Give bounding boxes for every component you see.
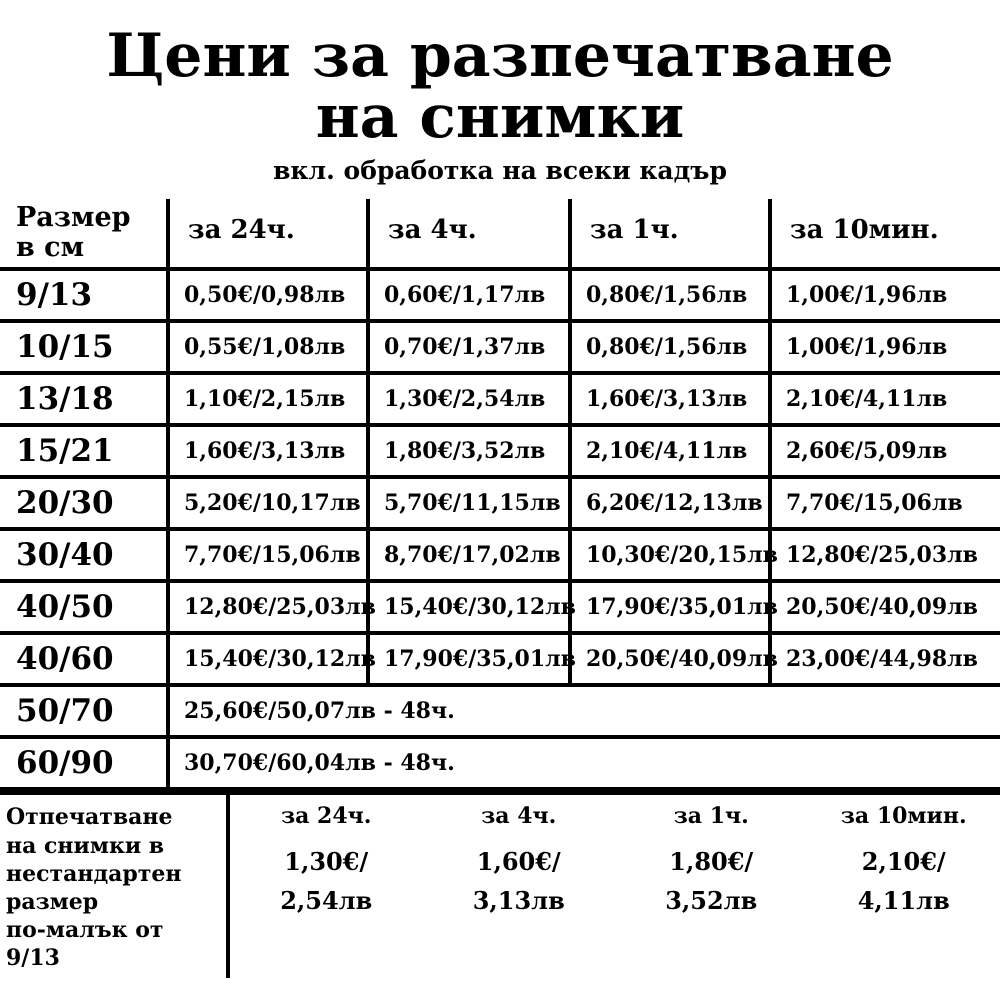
- price-30-40-4h: 8,70€/17,02лв: [368, 529, 570, 581]
- price-40-60-10min: 23,00€/44,98лв: [770, 633, 1000, 685]
- nonstandard-label-line-3: нестандартен: [6, 860, 182, 887]
- table-row: [0, 269, 1000, 321]
- nonstandard-col-10min: [808, 795, 1000, 978]
- nonstandard-columns: [230, 795, 1000, 978]
- nonstandard-label: [0, 795, 230, 978]
- table-row: [0, 477, 1000, 529]
- price-40-50-10min: 20,50€/40,09лв: [770, 581, 1000, 633]
- row-size-50-70: 50/70: [0, 685, 168, 737]
- row-size-40-60: 40/60: [0, 633, 168, 685]
- nonstandard-col-4h-value-eur: 1,60€/: [476, 847, 561, 877]
- price-9-13-4h: 0,60€/1,17лв: [368, 269, 570, 321]
- nonstandard-label-line-1: Отпечатване: [6, 804, 173, 831]
- row-size-10-15: 10/15: [0, 321, 168, 373]
- price-20-30-24h: 5,20€/10,17лв: [168, 477, 368, 529]
- header-col-24h: за 24ч.: [168, 199, 368, 269]
- table-row: [0, 373, 1000, 425]
- nonstandard-col-4h-header: за 4ч.: [481, 803, 557, 830]
- table-row: [0, 425, 1000, 477]
- table-header-row: [0, 199, 1000, 269]
- price-10-15-1h: 0,80€/1,56лв: [570, 321, 770, 373]
- header-col-10min: за 10мин.: [770, 199, 1000, 269]
- price-20-30-4h: 5,70€/11,15лв: [368, 477, 570, 529]
- header-size-line-2: в см: [16, 232, 85, 264]
- header-size-cell: [0, 199, 168, 269]
- nonstandard-col-10min-header: за 10мин.: [840, 803, 967, 830]
- table-row: [0, 581, 1000, 633]
- header-size-line-1: Размер: [16, 202, 131, 234]
- row-size-15-21: 15/21: [0, 425, 168, 477]
- price-30-40-24h: 7,70€/15,06лв: [168, 529, 368, 581]
- title-block: [0, 0, 1000, 185]
- nonstandard-col-1h-value-bgn: 3,52лв: [665, 886, 758, 916]
- price-9-13-10min: 1,00€/1,96лв: [770, 269, 1000, 321]
- header-col-4h: за 4ч.: [368, 199, 570, 269]
- price-9-13-1h: 0,80€/1,56лв: [570, 269, 770, 321]
- nonstandard-col-24h-header: за 24ч.: [281, 803, 372, 830]
- nonstandard-size-block: [0, 791, 1000, 978]
- nonstandard-col-10min-value-eur: 2,10€/: [861, 847, 946, 877]
- price-50-70-48h: 25,60€/50,07лв - 48ч.: [168, 685, 1000, 737]
- nonstandard-col-24h: [230, 795, 423, 978]
- nonstandard-col-4h-value-bgn: 3,13лв: [472, 886, 565, 916]
- price-13-18-24h: 1,10€/2,15лв: [168, 373, 368, 425]
- page-title-line-2: на снимки: [315, 82, 685, 153]
- nonstandard-col-1h-header: за 1ч.: [673, 803, 749, 830]
- page-subtitle: вкл. обработка на всеки кадър: [273, 156, 727, 186]
- price-table: [0, 199, 1000, 791]
- table-row: [0, 321, 1000, 373]
- row-size-13-18: 13/18: [0, 373, 168, 425]
- price-9-13-24h: 0,50€/0,98лв: [168, 269, 368, 321]
- header-col-1h: за 1ч.: [570, 199, 770, 269]
- price-40-50-1h: 17,90€/35,01лв: [570, 581, 770, 633]
- price-40-50-24h: 12,80€/25,03лв: [168, 581, 368, 633]
- price-15-21-1h: 2,10€/4,11лв: [570, 425, 770, 477]
- nonstandard-col-10min-value-bgn: 4,11лв: [857, 886, 950, 916]
- page-title-line-1: Цени за разпечатване: [106, 21, 894, 91]
- price-10-15-10min: 1,00€/1,96лв: [770, 321, 1000, 373]
- nonstandard-col-1h: [615, 795, 808, 978]
- price-13-18-1h: 1,60€/3,13лв: [570, 373, 770, 425]
- price-13-18-4h: 1,30€/2,54лв: [368, 373, 570, 425]
- row-size-30-40: 30/40: [0, 529, 168, 581]
- price-20-30-1h: 6,20€/12,13лв: [570, 477, 770, 529]
- row-size-9-13: 9/13: [0, 269, 168, 321]
- table-row: [0, 529, 1000, 581]
- nonstandard-col-24h-value-eur: 1,30€/: [284, 847, 369, 877]
- nonstandard-label-line-2: на снимки в: [6, 832, 165, 859]
- price-15-21-24h: 1,60€/3,13лв: [168, 425, 368, 477]
- price-30-40-1h: 10,30€/20,15лв: [570, 529, 770, 581]
- nonstandard-label-line-5: по-малък от 9/13: [6, 917, 164, 972]
- row-size-40-50: 40/50: [0, 581, 168, 633]
- price-10-15-24h: 0,55€/1,08лв: [168, 321, 368, 373]
- nonstandard-col-24h-value-bgn: 2,54лв: [280, 886, 373, 916]
- table-row-wide: [0, 737, 1000, 789]
- nonstandard-label-line-4: размер: [6, 888, 99, 915]
- nonstandard-col-1h-value-eur: 1,80€/: [669, 847, 754, 877]
- price-30-40-10min: 12,80€/25,03лв: [770, 529, 1000, 581]
- row-size-60-90: 60/90: [0, 737, 168, 789]
- price-10-15-4h: 0,70€/1,37лв: [368, 321, 570, 373]
- price-40-60-24h: 15,40€/30,12лв: [168, 633, 368, 685]
- table-row: [0, 633, 1000, 685]
- price-15-21-4h: 1,80€/3,52лв: [368, 425, 570, 477]
- price-13-18-10min: 2,10€/4,11лв: [770, 373, 1000, 425]
- price-40-60-4h: 17,90€/35,01лв: [368, 633, 570, 685]
- price-40-60-1h: 20,50€/40,09лв: [570, 633, 770, 685]
- price-60-90-48h: 30,70€/60,04лв - 48ч.: [168, 737, 1000, 789]
- price-40-50-4h: 15,40€/30,12лв: [368, 581, 570, 633]
- nonstandard-col-4h: [423, 795, 616, 978]
- price-15-21-10min: 2,60€/5,09лв: [770, 425, 1000, 477]
- table-row-wide: [0, 685, 1000, 737]
- price-20-30-10min: 7,70€/15,06лв: [770, 477, 1000, 529]
- row-size-20-30: 20/30: [0, 477, 168, 529]
